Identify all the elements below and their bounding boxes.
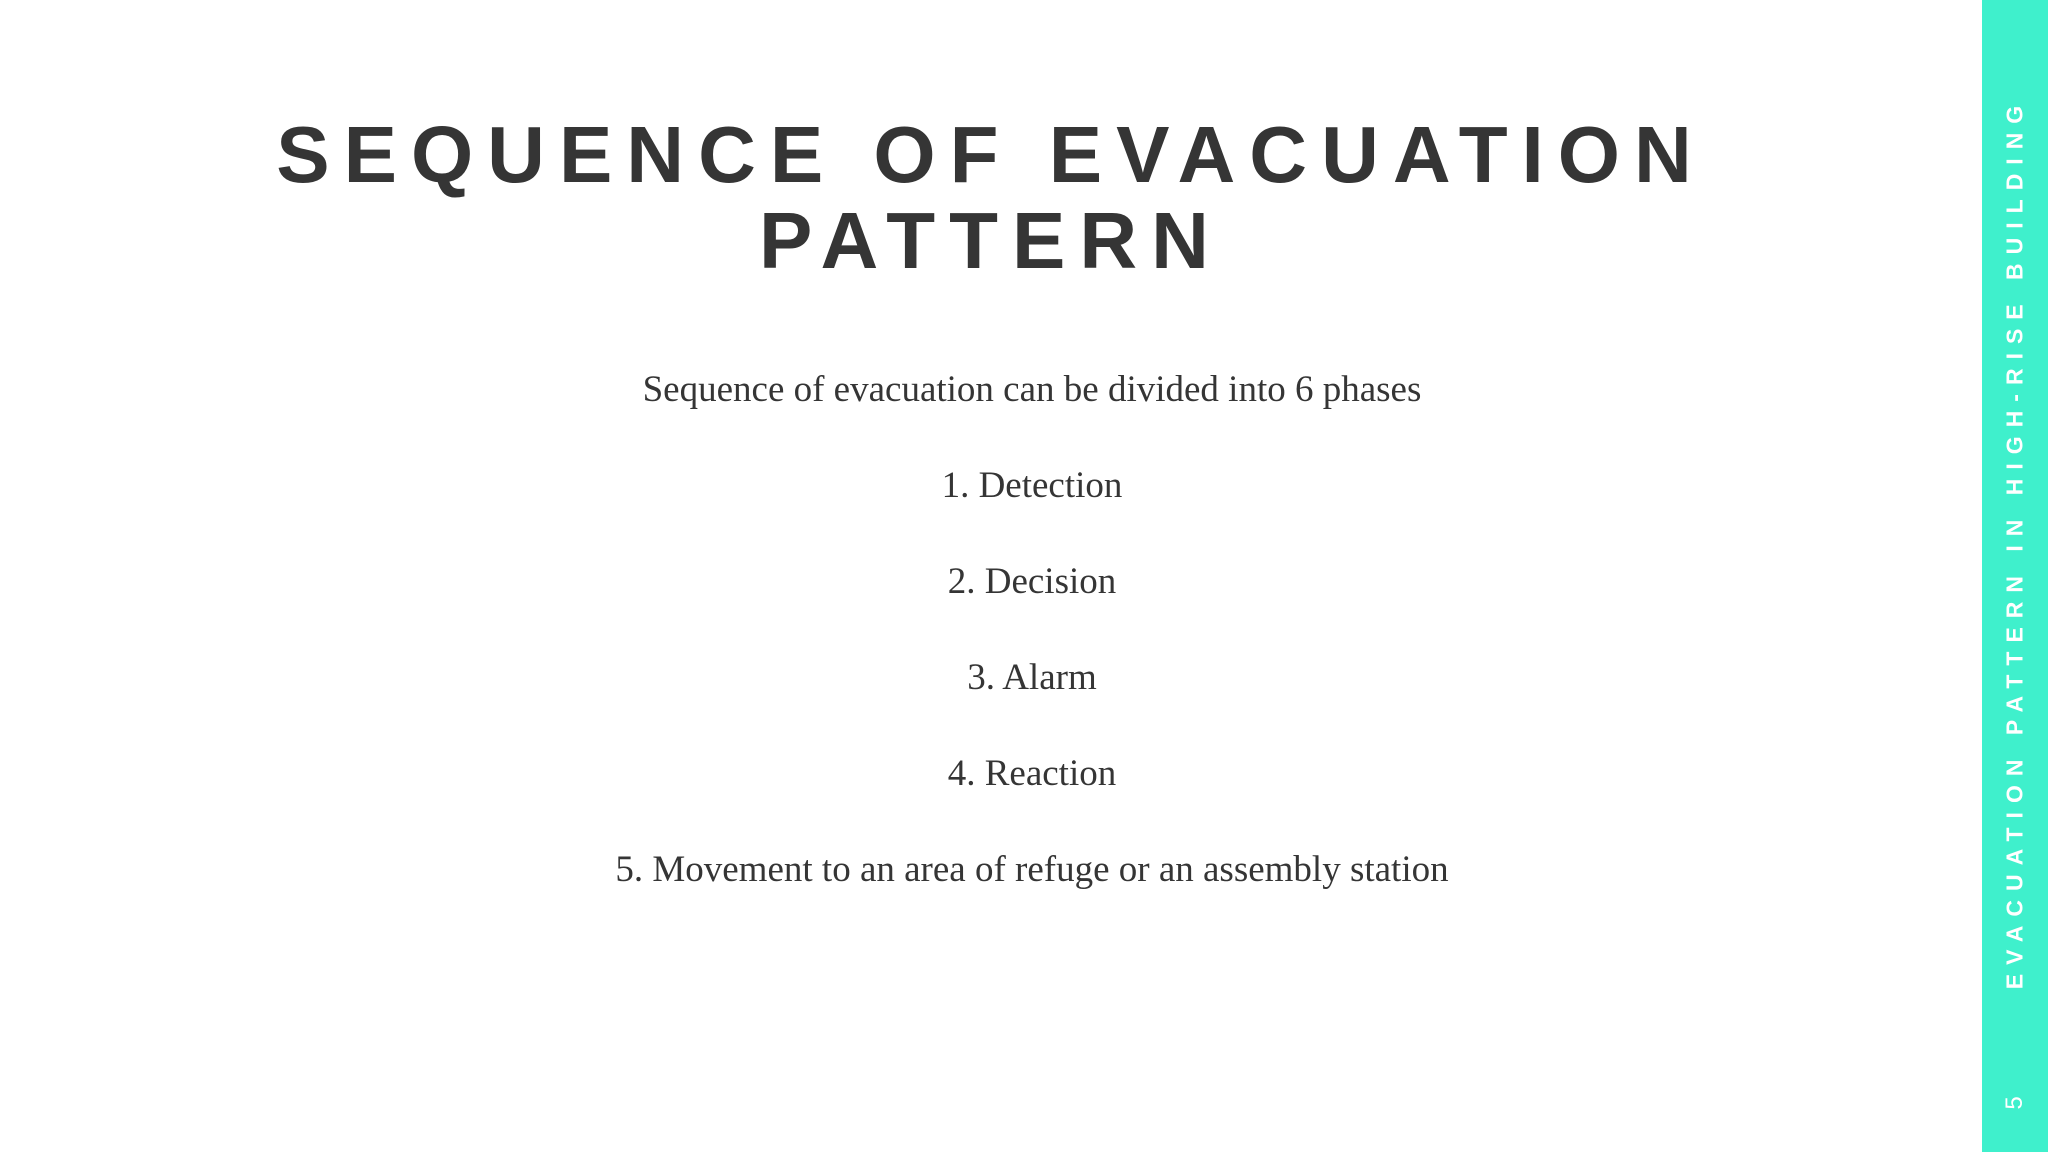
- slide-title: SEQUENCE OF EVACUATION PATTERN: [276, 110, 1706, 285]
- page-number: 5: [2001, 1096, 2028, 1110]
- slide-body: [400, 362, 1664, 938]
- phase-item-5: 5. Movement to an area of refuge or an assembly station: [615, 849, 1449, 890]
- accent-sidebar: [1982, 0, 2048, 1152]
- intro-text: Sequence of evacuation can be divided into 6 phases: [642, 369, 1422, 410]
- sidebar-title: EVACUATION PATTERN IN HIGH-RISE BUILDING: [2001, 96, 2028, 990]
- phase-item-1: 1. Detection: [941, 465, 1123, 506]
- phase-item-3: 3. Alarm: [967, 657, 1097, 698]
- phase-item-4: 4. Reaction: [947, 753, 1117, 794]
- phase-item-2: 2. Decision: [947, 561, 1117, 602]
